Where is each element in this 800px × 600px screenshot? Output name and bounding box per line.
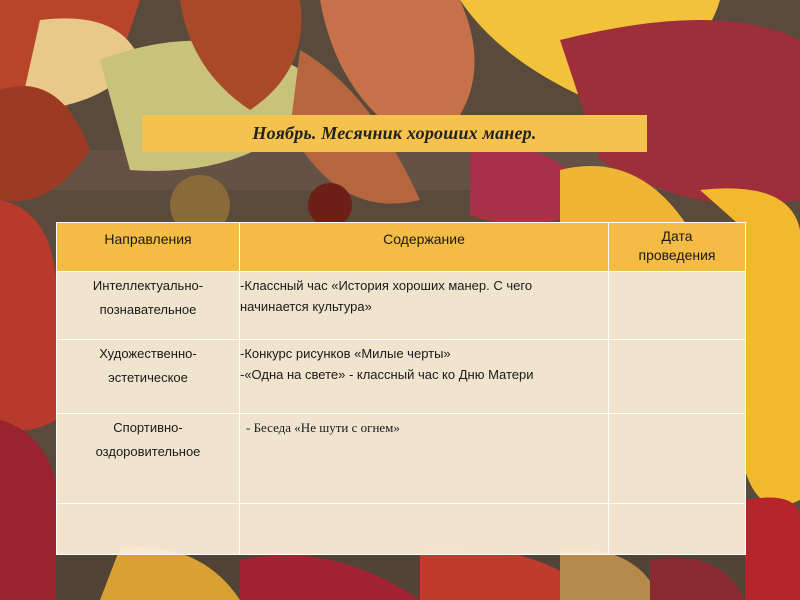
header-content: Содержание xyxy=(240,223,609,272)
table-row xyxy=(57,414,746,504)
date-cell xyxy=(609,272,746,340)
content-cell xyxy=(240,504,609,555)
table-header-row xyxy=(57,223,746,272)
table-row xyxy=(57,504,746,555)
date-cell xyxy=(609,504,746,555)
events-plan-table xyxy=(56,222,746,555)
slide-title: Ноябрь. Месячник хороших манер. xyxy=(252,123,537,143)
date-cell xyxy=(609,340,746,414)
content-cell: -Конкурс рисунков «Милые черты» -«Одна на свете» - классный час ко Дню Матери xyxy=(240,340,609,414)
direction-cell: Художественно- эстетическое xyxy=(57,340,240,414)
header-date xyxy=(609,223,746,272)
chestnut xyxy=(308,183,352,227)
date-cell xyxy=(609,414,746,504)
header-date-line2: проведения xyxy=(638,247,716,263)
table-row xyxy=(57,340,746,414)
table-row xyxy=(57,272,746,340)
header-directions: Направления xyxy=(57,223,240,272)
slide-title-banner xyxy=(142,115,647,152)
direction-cell: Спортивно- оздоровительное xyxy=(57,414,240,504)
content-cell: -Классный час «История хороших манер. С чего начинается культура» xyxy=(240,272,609,340)
content-cell: - Беседа «Не шути с огнем» xyxy=(240,414,609,504)
direction-cell: Интеллектуально- познавательное xyxy=(57,272,240,340)
leaf-shape xyxy=(745,498,800,600)
header-date-line1: Дата xyxy=(661,228,693,244)
direction-cell xyxy=(57,504,240,555)
